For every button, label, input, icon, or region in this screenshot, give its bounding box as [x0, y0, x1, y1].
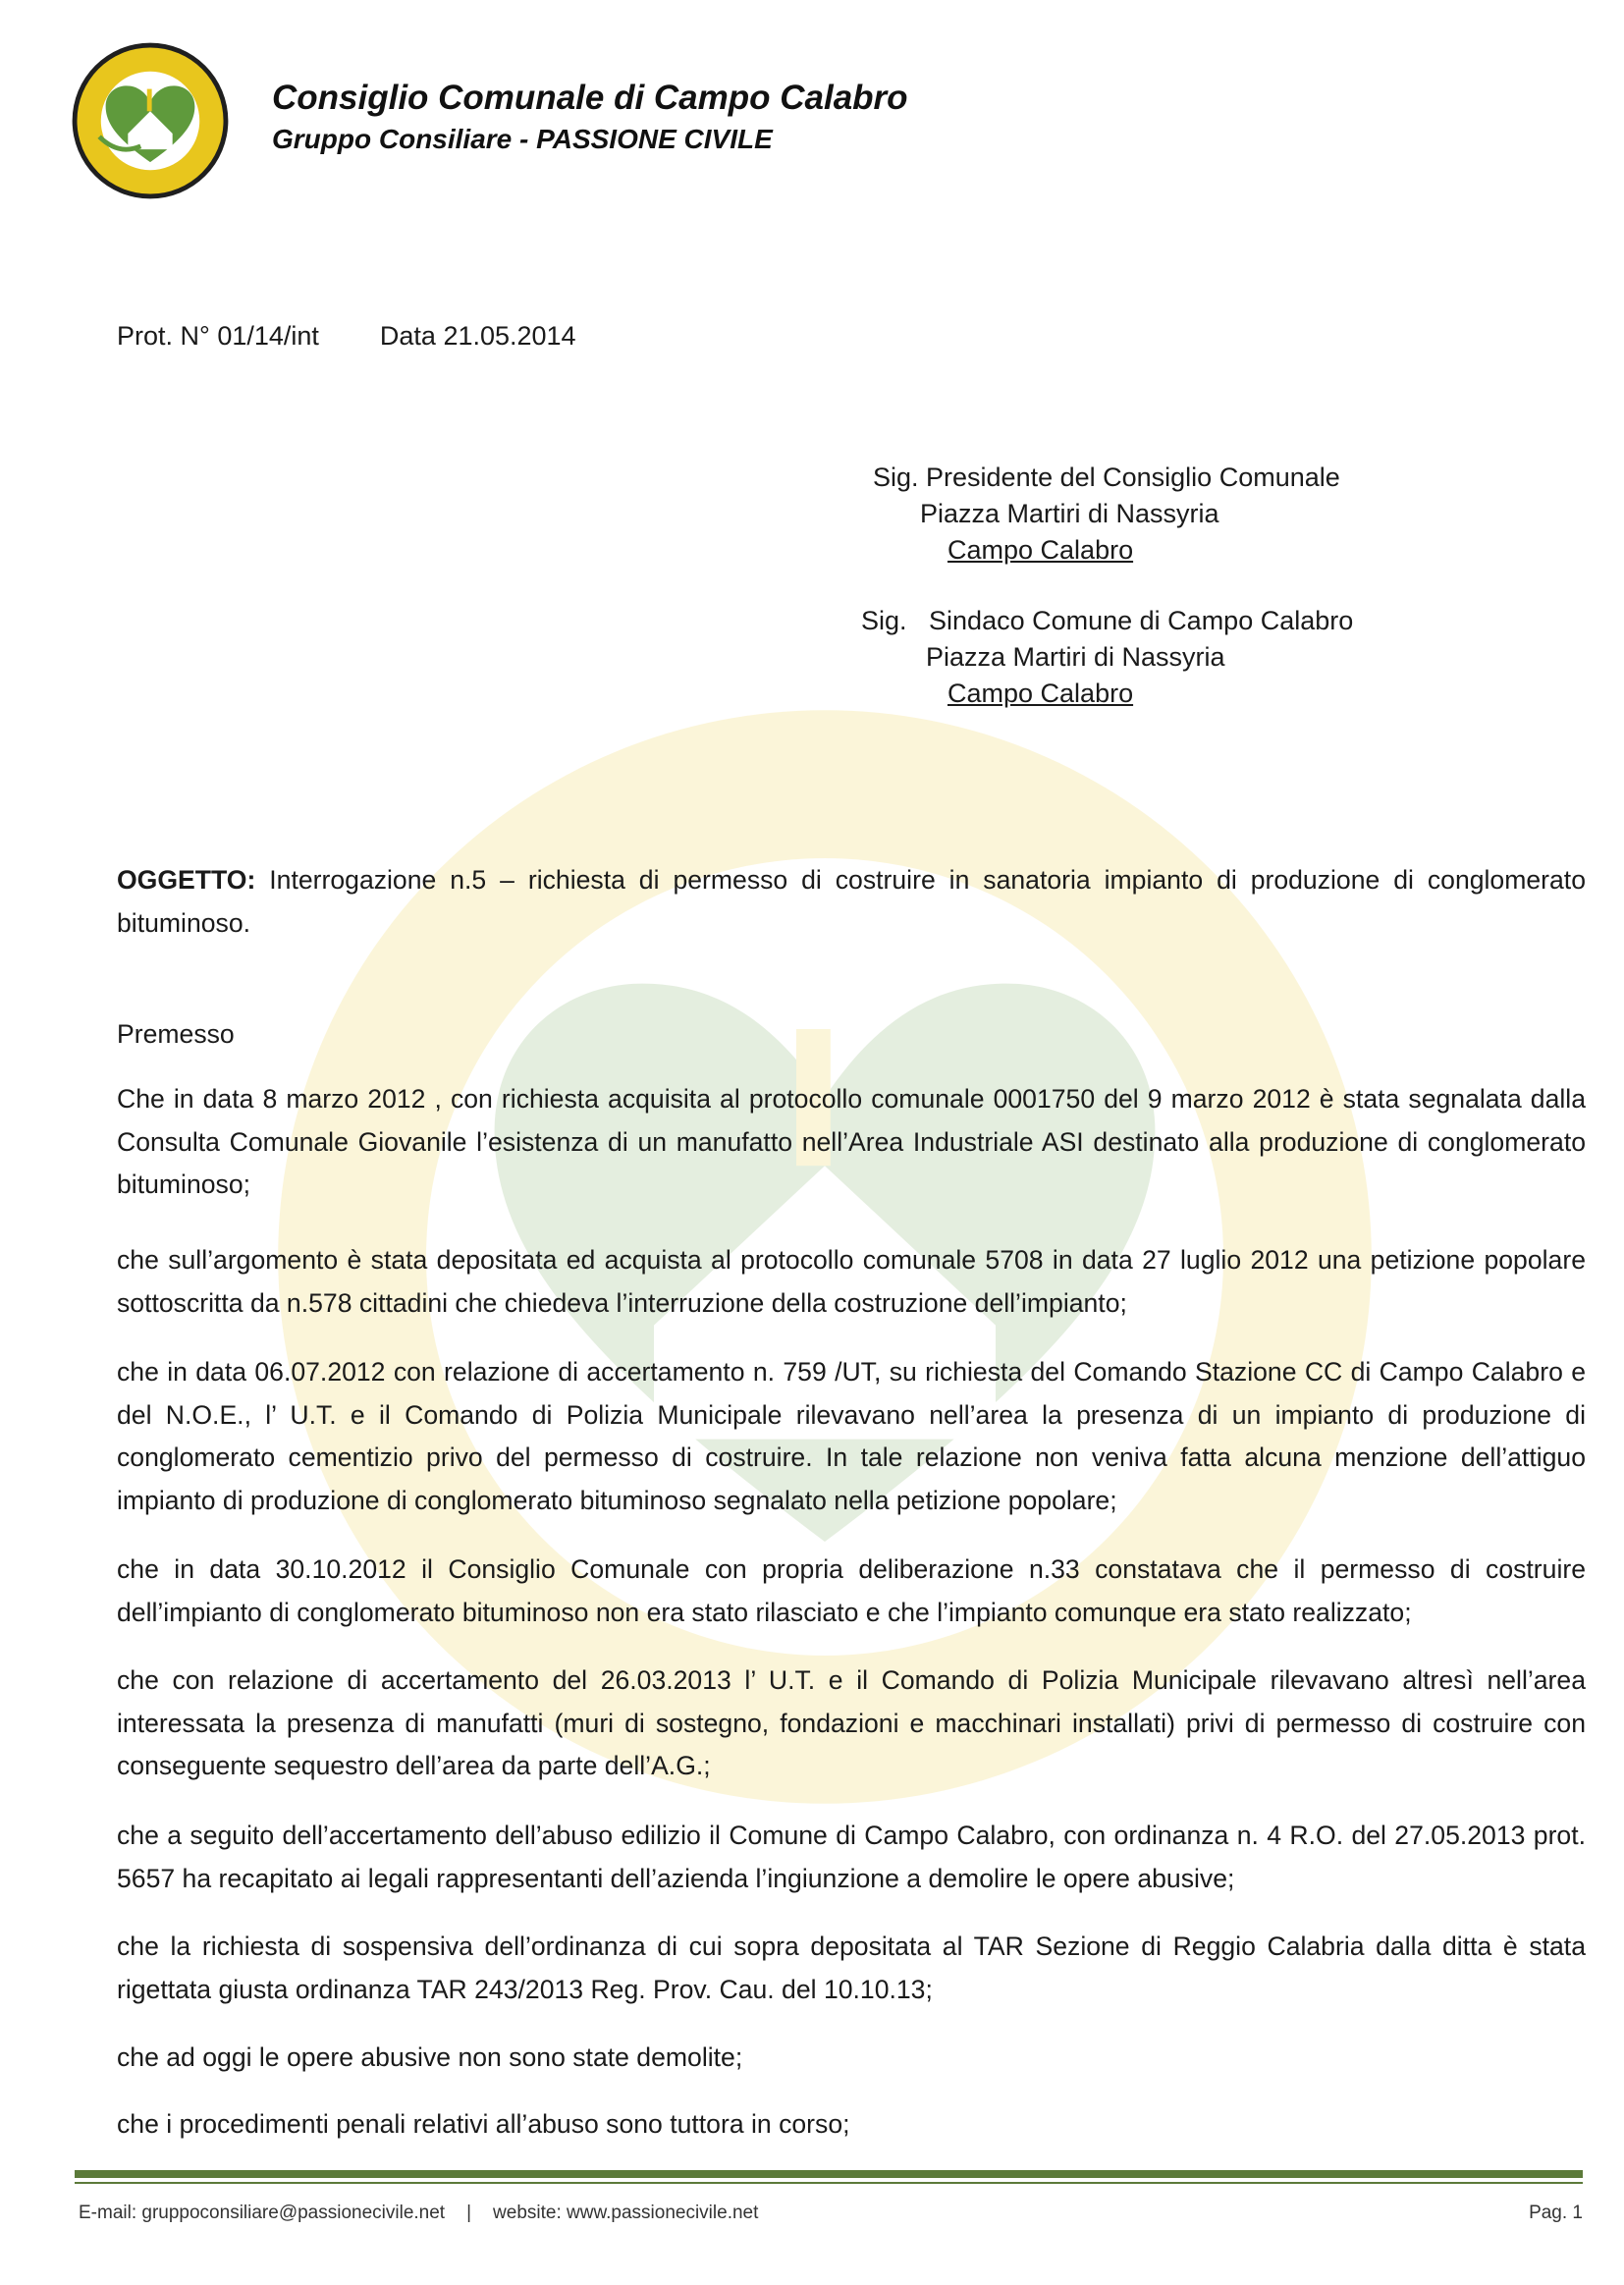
paragraph: che sull’argomento è stata depositata ed acquista al protocollo comunale 5708 in data 27 luglio 2012 una petizione popolare sottoscritta da n.578 cittadini che chiedeva l’interruzione della costruzione dell’impianto; [117, 1245, 1586, 1318]
paragraph: che a seguito dell’accertamento dell’abuso edilizio il Comune di Campo Calabro, con ordinanza n. 4 R.O. del 27.05.2013 prot. 5657 ha recapitato ai legali rappresentanti dell’azienda l’ingiunzione a demolire le opere abusive; [117, 1821, 1586, 1893]
subject-label: OGGETTO: [117, 865, 256, 895]
footer-website: website: www.passionecivile.net [493, 2203, 759, 2223]
paragraph: che la richiesta di sospensiva dell’ordinanza di cui sopra depositata al TAR Sezione di Reggio Calabria dalla ditta è stata rigettata giusta ordinanza TAR 243/2013 Reg. Prov. Cau. del 10.10.13; [117, 1931, 1586, 2004]
recipient-name: Sig. Sindaco Comune di Campo Calabro [861, 606, 1354, 635]
group-subtitle: Gruppo Consiliare - PASSIONE CIVILE [272, 124, 773, 154]
recipient-mayor [861, 603, 1353, 712]
paragraph: che i procedimenti penali relativi all’abuso sono tuttora in corso; [117, 2109, 850, 2139]
paragraph: che ad oggi le opere abusive non sono state demolite; [117, 2042, 743, 2072]
organization-header [272, 77, 908, 159]
recipient-address: Piazza Martiri di Nassyria [920, 499, 1219, 528]
passione-civile-logo-icon [71, 41, 230, 200]
recipient-city: Campo Calabro [947, 679, 1134, 708]
recipient-address: Piazza Martiri di Nassyria [926, 642, 1225, 672]
recipient-name: Sig. Presidente del Consiglio Comunale [873, 462, 1340, 492]
paragraph: che in data 06.07.2012 con relazione di accertamento n. 759 /UT, su richiesta del Comando Stazione CC di Campo Calabro e del N.O.E., l’ U.T. e il Comando di Polizia Municipale rilevavano nell’area la presenza di un impianto di produzione di conglomerato cementizio privo del permesso di costruire. In tale relazione non veniva fatta alcuna menzione dell’attiguo impianto di produzione di conglomerato bituminoso segnalato nella petizione popolare; [117, 1357, 1586, 1515]
paragraph: che con relazione di accertamento del 26.03.2013 l’ U.T. e il Comando di Polizia Municipale rilevavano altresì nell’area interessata la presenza di manufatti (muri di sostegno, fondazioni e macchinari installati) privi di permesso di costruire con conseguente sequestro dell’area da parte dell’A.G.; [117, 1665, 1586, 1780]
footer-email: E-mail: gruppoconsiliare@passionecivile.net [79, 2203, 446, 2223]
premesso-heading: Premesso [117, 1019, 235, 1049]
subject-text: Interrogazione n.5 – richiesta di permesso di costruire in sanatoria impianto di produzione di conglomerato bituminoso. [117, 865, 1586, 938]
paragraph: che in data 30.10.2012 il Consiglio Comunale con propria deliberazione n.33 constatava che il permesso di costruire dell’impianto di conglomerato bituminoso non era stato rilasciato e che l’impianto comunque era stato realizzato; [117, 1554, 1586, 1627]
footer-rule-thin [75, 2182, 1583, 2184]
council-title: Consiglio Comunale di Campo Calabro [272, 79, 908, 117]
recipient-city: Campo Calabro [947, 535, 1134, 565]
footer-rule [75, 2170, 1583, 2178]
paragraph: Che in data 8 marzo 2012 , con richiesta acquisita al protocollo comunale 0001750 del 9 marzo 2012 è stata segnalata dalla Consulta Comunale Giovanile l’esistenza di un manufatto nell’Area Industriale ASI destinato alla produzione di conglomerato bituminoso; [117, 1084, 1586, 1199]
recipient-president [873, 460, 1340, 569]
protocol-date: Data 21.05.2014 [379, 321, 576, 351]
protocol-number: Prot. N° 01/14/int [117, 321, 319, 351]
subject-block [117, 859, 1586, 945]
protocol-line [117, 318, 576, 354]
page-number: Pag. 1 [1529, 2203, 1583, 2223]
footer [79, 2200, 1583, 2227]
footer-separator: | [466, 2203, 472, 2223]
